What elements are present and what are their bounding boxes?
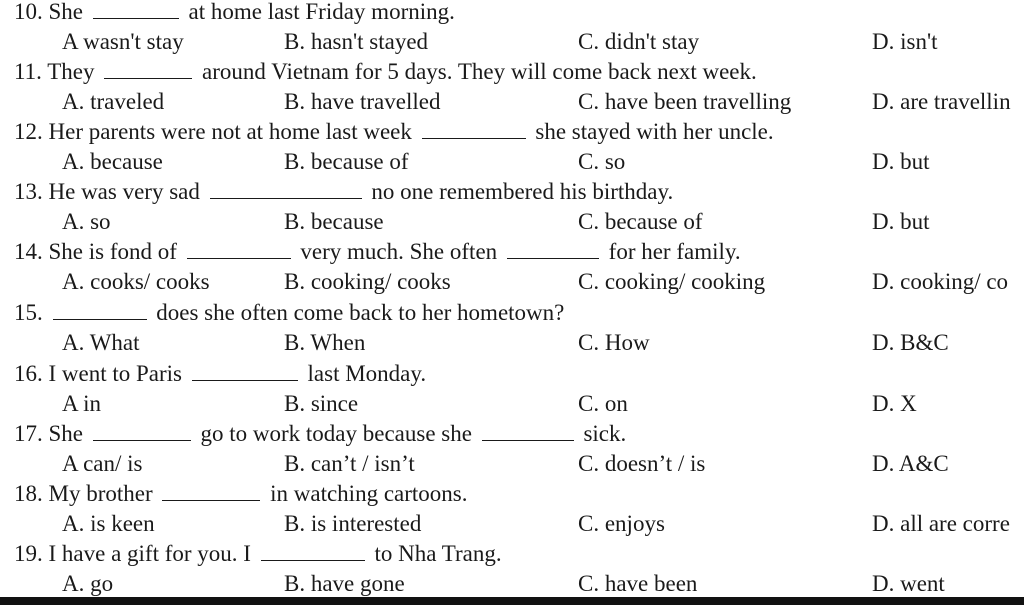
option-d: D. went <box>872 571 945 596</box>
option-c: C. didn't stay <box>578 29 700 54</box>
option-b: B. have gone <box>284 571 405 596</box>
option-d: D. A&C <box>872 451 949 476</box>
option-b: B. is interested <box>284 511 422 536</box>
question-text: at home last Friday morning. <box>188 0 455 24</box>
option-c: C. have been travelling <box>578 89 792 114</box>
option-d: D. are travellin <box>872 89 1011 114</box>
option-a: A. cooks/ cooks <box>62 269 210 294</box>
question-text: I went to Paris <box>48 361 183 386</box>
question-number: 14. <box>14 239 43 264</box>
options-14 <box>0 267 1024 297</box>
question-number: 15. <box>14 300 43 325</box>
options-16 <box>0 389 1024 419</box>
option-a: A wasn't stay <box>62 29 184 54</box>
option-b: B. since <box>284 391 359 416</box>
answer-blank <box>93 422 191 441</box>
option-b: B. cooking/ cooks <box>284 269 451 294</box>
option-b: B. hasn't stayed <box>284 29 429 54</box>
question-text: They <box>47 59 95 84</box>
question-17 <box>14 419 626 449</box>
question-text: She <box>48 421 83 446</box>
options-13 <box>0 207 1024 237</box>
question-text: very much. She often <box>300 239 498 264</box>
option-a: A can/ is <box>62 451 143 476</box>
question-16 <box>14 359 426 389</box>
option-a: A. so <box>62 209 111 234</box>
question-10 <box>14 0 455 27</box>
question-15 <box>14 298 564 328</box>
question-19 <box>14 539 502 569</box>
option-b: B. have travelled <box>284 89 441 114</box>
option-d: D. cooking/ co <box>872 269 1009 294</box>
option-b: B. because of <box>284 149 409 174</box>
question-text: Her parents were not at home last week <box>48 119 412 144</box>
option-a: A. because <box>62 149 163 174</box>
question-18 <box>14 479 468 509</box>
option-a: A in <box>62 391 101 416</box>
option-d: D. but <box>872 209 930 234</box>
option-c: C. on <box>578 391 628 416</box>
question-number: 18. <box>14 481 43 506</box>
option-d: D. isn't <box>872 29 938 54</box>
answer-blank <box>261 542 365 561</box>
answer-blank <box>422 120 526 139</box>
option-b: B. because <box>284 209 384 234</box>
question-text: for her family. <box>608 239 741 264</box>
option-d: D. B&C <box>872 330 949 355</box>
question-text: around Vietnam for 5 days. They will come back next week. <box>202 59 757 84</box>
answer-blank <box>53 301 147 320</box>
question-number: 17. <box>14 421 43 446</box>
question-text: I have a gift for you. I <box>48 541 251 566</box>
question-text: go to work today because she <box>200 421 472 446</box>
answer-blank <box>482 422 574 441</box>
options-10 <box>0 27 1024 57</box>
answer-blank <box>187 240 291 259</box>
option-c: C. How <box>578 330 650 355</box>
option-c: C. because of <box>578 209 703 234</box>
question-text: does she often come back to her hometown? <box>156 300 565 325</box>
options-12 <box>0 147 1024 177</box>
options-17 <box>0 449 1024 479</box>
question-number: 19. <box>14 541 43 566</box>
question-text: she stayed with her uncle. <box>535 119 774 144</box>
answer-blank <box>162 482 260 501</box>
answer-blank <box>93 0 179 19</box>
question-14 <box>14 237 741 267</box>
answer-blank <box>192 362 298 381</box>
bottom-edge-bar <box>0 597 1024 605</box>
question-number: 16. <box>14 361 43 386</box>
option-a: A. traveled <box>62 89 165 114</box>
option-b: B. When <box>284 330 366 355</box>
option-c: C. cooking/ cooking <box>578 269 766 294</box>
question-text: My brother <box>48 481 153 506</box>
question-text: no one remembered his birthday. <box>371 179 674 204</box>
question-number: 12. <box>14 119 43 144</box>
question-12 <box>14 117 774 147</box>
option-c: C. doesn’t / is <box>578 451 706 476</box>
question-11 <box>14 57 757 87</box>
option-c: C. enjoys <box>578 511 665 536</box>
question-text: in watching cartoons. <box>270 481 468 506</box>
question-13 <box>14 177 673 207</box>
option-d: D. all are corre <box>872 511 1010 536</box>
option-a: A. What <box>62 330 140 355</box>
option-b: B. can’t / isn’t <box>284 451 415 476</box>
question-number: 13. <box>14 179 43 204</box>
option-a: A. is keen <box>62 511 155 536</box>
options-11 <box>0 87 1024 117</box>
option-a: A. go <box>62 571 114 596</box>
question-text: He was very sad <box>48 179 200 204</box>
options-15 <box>0 328 1024 358</box>
question-text: sick. <box>583 421 627 446</box>
option-d: D. X <box>872 391 917 416</box>
question-text: to Nha Trang. <box>374 541 502 566</box>
answer-blank <box>210 180 362 199</box>
question-number: 10. <box>14 0 43 24</box>
question-text: She is fond of <box>48 239 177 264</box>
option-c: C. so <box>578 149 626 174</box>
question-number: 11. <box>14 59 42 84</box>
question-text: She <box>48 0 83 24</box>
options-19 <box>0 569 1024 599</box>
question-text: last Monday. <box>307 361 427 386</box>
options-18 <box>0 509 1024 539</box>
option-c: C. have been <box>578 571 698 596</box>
answer-blank <box>104 60 192 79</box>
answer-blank <box>507 240 599 259</box>
option-d: D. but <box>872 149 930 174</box>
